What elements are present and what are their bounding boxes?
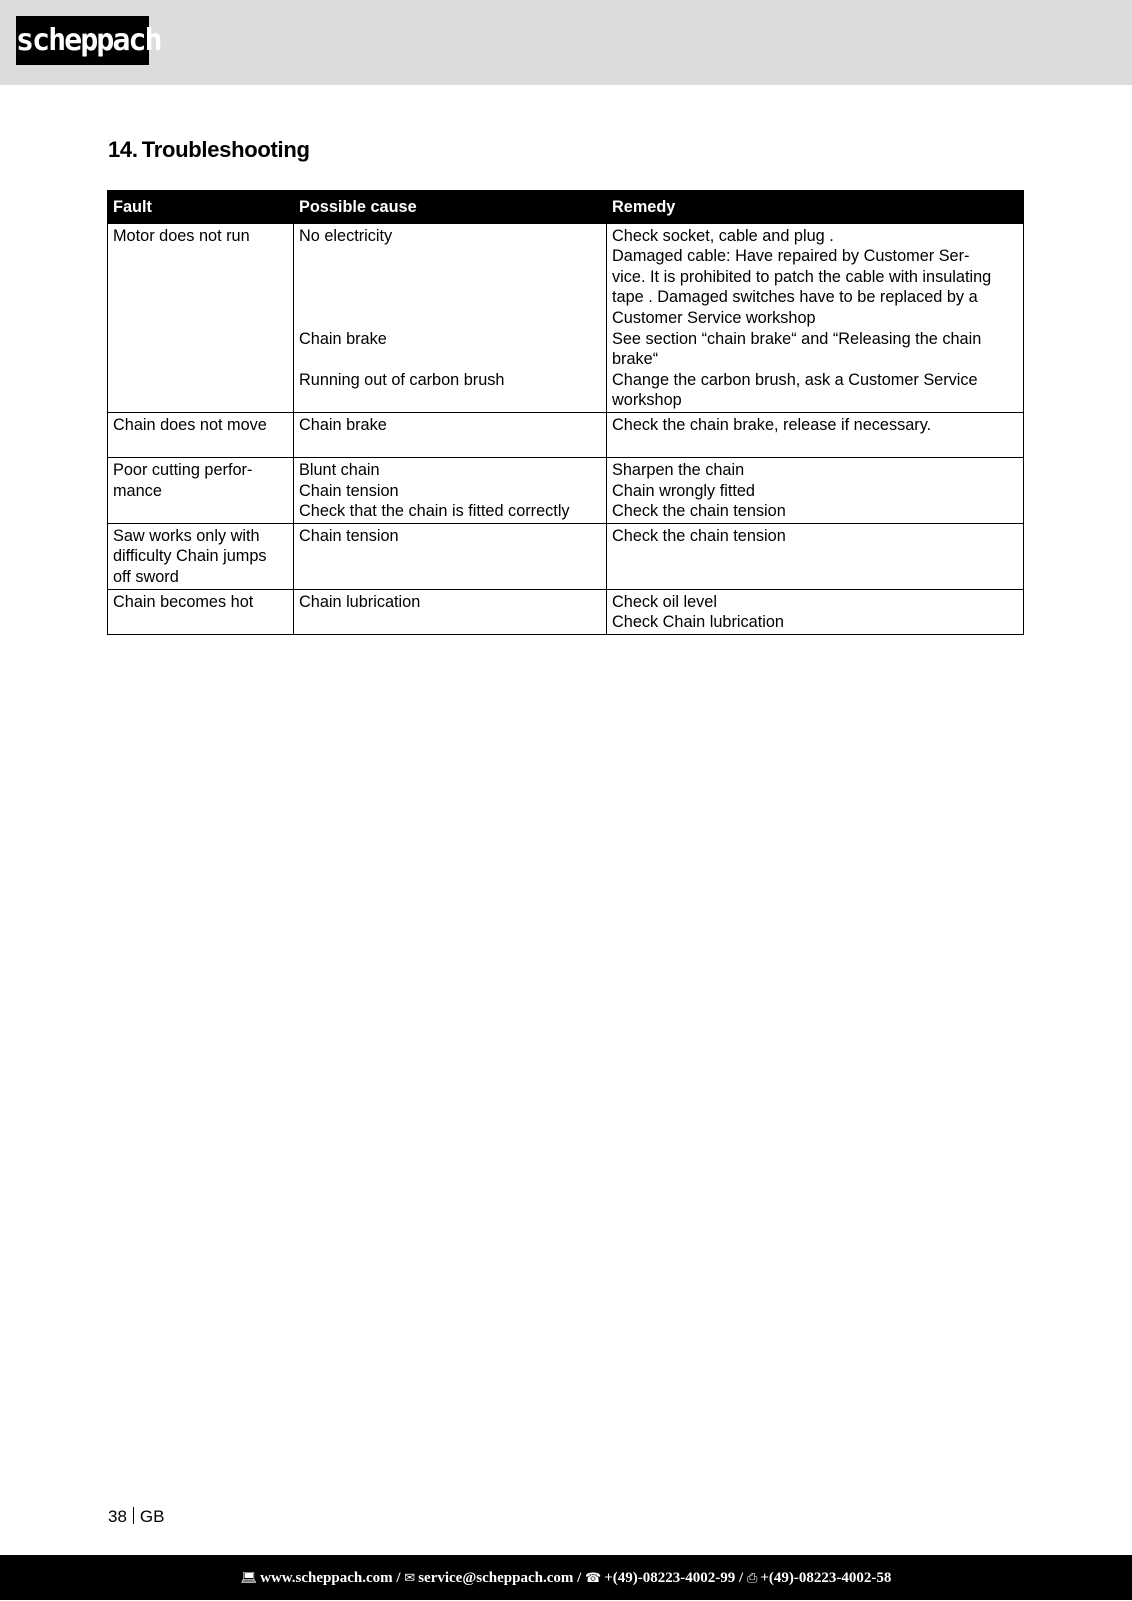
cell-line: No electricity <box>299 226 393 245</box>
cell-line: Chain brake <box>299 329 387 348</box>
cell-line: Check the chain brake, release if necessary. <box>612 415 932 434</box>
cell-line: Chain wrongly fitted <box>612 481 755 500</box>
cell-line: Chain does not move <box>113 415 267 434</box>
cell-line: Poor cutting perfor- <box>113 460 253 479</box>
cause-cell <box>294 412 607 457</box>
footer-contact-bar <box>0 1555 1132 1600</box>
fault-cell <box>108 412 294 457</box>
cell-line: off sword <box>113 567 179 586</box>
cell-line: workshop <box>612 391 682 410</box>
fault-cell <box>108 589 294 634</box>
fault-cell <box>108 457 294 523</box>
troubleshooting-table <box>107 190 1024 635</box>
header-fault: Fault <box>108 191 294 224</box>
cell-line: Check the chain tension <box>612 526 786 545</box>
footer-website[interactable]: www.scheppach.com <box>260 1570 393 1586</box>
header-possible-cause: Possible cause <box>294 191 607 224</box>
remedy-cell <box>607 589 1024 634</box>
cell-line: mance <box>113 481 162 500</box>
remedy-cell <box>607 223 1024 412</box>
footer-phone: +(49)-08223-4002-99 <box>604 1570 736 1586</box>
cell-line: difficulty Chain jumps <box>113 547 267 566</box>
cell-line: tape . Damaged switches have to be replaced by a <box>612 288 978 307</box>
page-number-value: 38 <box>108 1507 127 1526</box>
footer-separator: / <box>392 1570 405 1586</box>
cell-line: Blunt chain <box>299 460 380 479</box>
cell-line <box>299 349 600 370</box>
cell-line: Chain tension <box>299 526 399 545</box>
cell-line <box>299 246 600 267</box>
remedy-cell <box>607 412 1024 457</box>
cell-line: See section “chain brake“ and “Releasing the chain <box>612 329 982 348</box>
cell-line: Saw works only with <box>113 526 260 545</box>
cell-line: brake“ <box>612 350 659 369</box>
cell-line: Chain lubrication <box>299 592 421 611</box>
scheppach-logo: scheppach <box>16 16 149 65</box>
cause-cell <box>294 457 607 523</box>
telephone-icon: ☎︎ <box>585 1570 602 1585</box>
cell-line: Check Chain lubrication <box>612 613 784 632</box>
header-remedy: Remedy <box>607 191 1024 224</box>
cause-cell <box>294 589 607 634</box>
cause-cell <box>294 223 607 412</box>
table-row <box>108 589 1024 634</box>
cell-line <box>299 308 600 329</box>
cell-line: Damaged cable: Have repaired by Customer Ser- <box>612 247 970 266</box>
envelope-icon: ✉︎ <box>404 1570 416 1585</box>
fault-cell <box>108 523 294 589</box>
cell-line: vice. It is prohibited to patch the cable with insulating <box>612 267 992 286</box>
cell-line: Check that the chain is fitted correctly <box>299 502 570 521</box>
table-row <box>108 412 1024 457</box>
page-number <box>108 1507 164 1527</box>
remedy-cell <box>607 457 1024 523</box>
table-row <box>108 523 1024 589</box>
cell-line: Motor does not run <box>113 226 250 245</box>
page-language: GB <box>139 1507 165 1526</box>
fax-icon: ⎙︎ <box>746 1570 758 1585</box>
remedy-cell <box>607 523 1024 589</box>
fault-cell <box>108 223 294 412</box>
cell-line: Chain becomes hot <box>113 592 254 611</box>
cell-line <box>299 287 600 308</box>
page-separator <box>133 1507 134 1524</box>
cell-line: Customer Service workshop <box>612 308 816 327</box>
footer-fax: +(49)-08223-4002-58 <box>760 1570 892 1586</box>
cell-line: Check oil level <box>612 592 717 611</box>
cell-line: Chain brake <box>299 415 387 434</box>
table-header-row <box>108 191 1024 224</box>
cause-cell <box>294 523 607 589</box>
cell-line: Check socket, cable and plug . <box>612 226 834 245</box>
header-band <box>0 0 1132 85</box>
table-row <box>108 457 1024 523</box>
section-title: 14. Troubleshooting <box>108 137 310 162</box>
cell-line: Chain tension <box>299 481 399 500</box>
cell-line <box>299 267 600 288</box>
computer-icon: 💻︎ <box>240 1570 258 1585</box>
footer-email[interactable]: service@scheppach.com <box>418 1570 574 1586</box>
cell-line: Change the carbon brush, ask a Customer Service <box>612 370 978 389</box>
cell-line: Sharpen the chain <box>612 460 745 479</box>
footer-separator: / <box>573 1570 586 1586</box>
cell-line: Check the chain tension <box>612 502 786 521</box>
table-row <box>108 223 1024 412</box>
cell-line: Running out of carbon brush <box>299 370 505 389</box>
footer-separator: / <box>735 1570 747 1586</box>
